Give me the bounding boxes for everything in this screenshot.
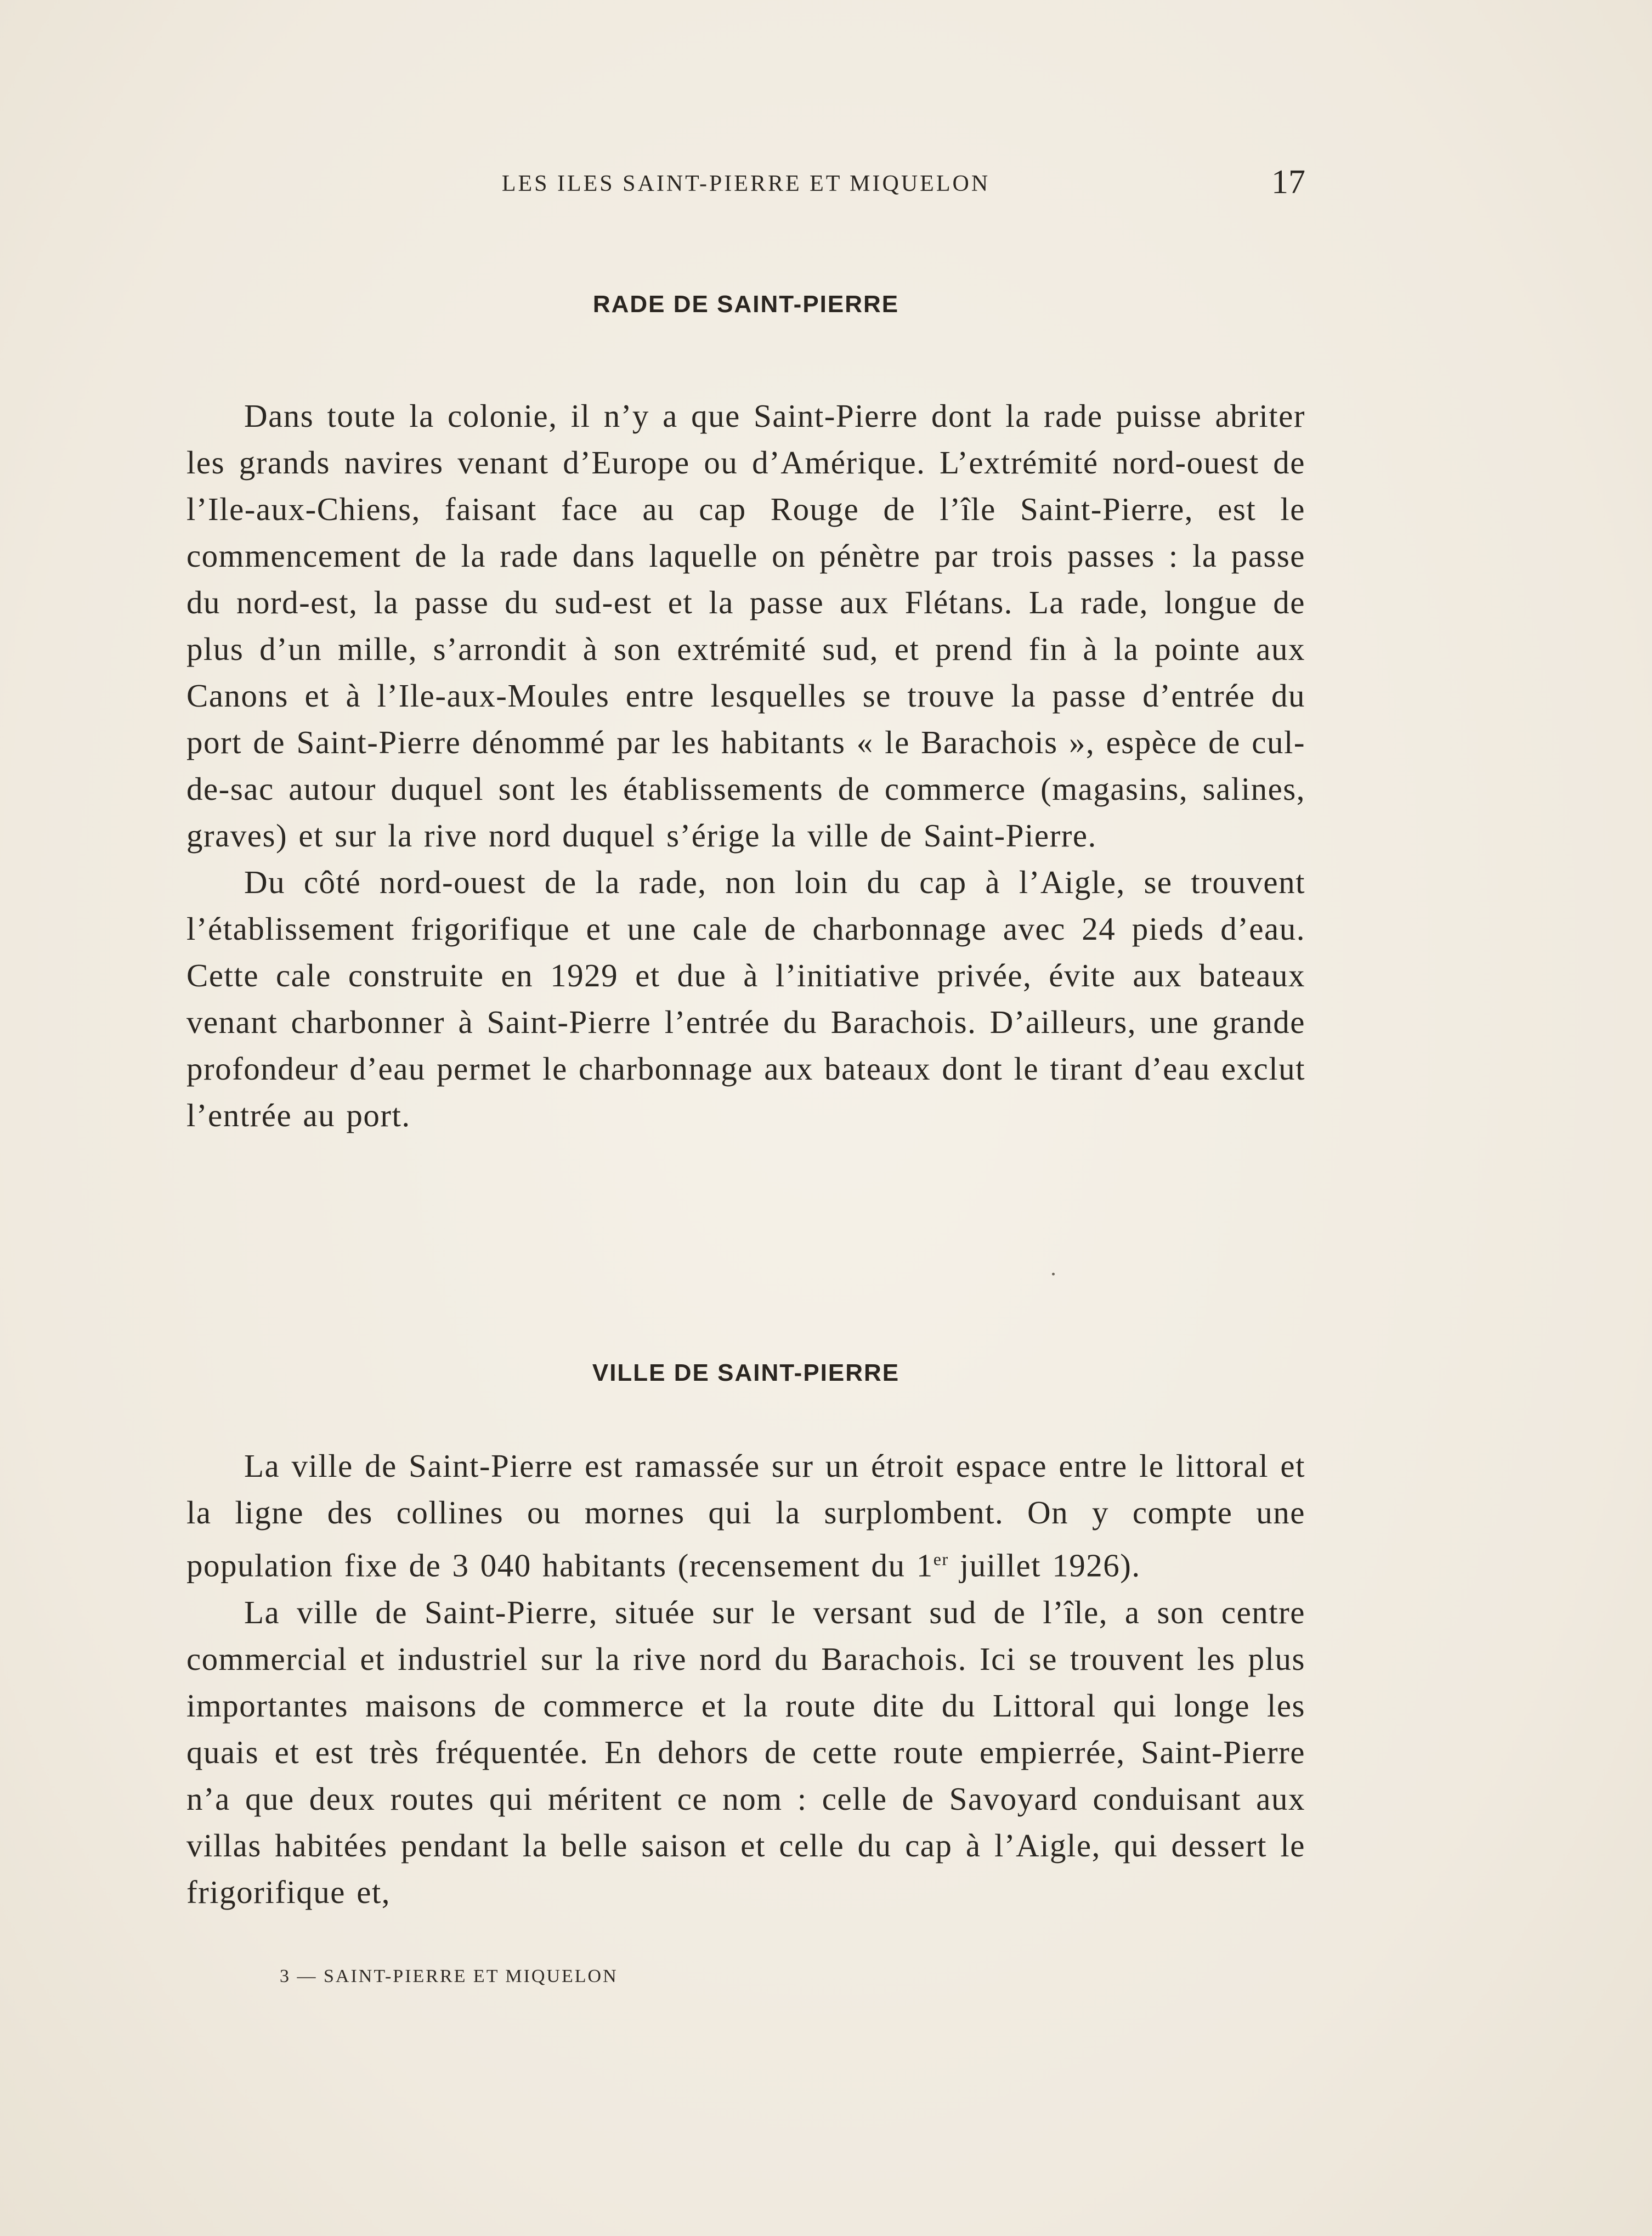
paragraph: Dans toute la colonie, il n’y a que Saint-Pierre dont la rade puisse abriter les grands navires venant d’Europe ou d’Amérique. L’extrémité nord-ouest de l’Ile-aux-Chiens, faisant face au cap Rouge de l’île Saint-Pierre, est le commencement de la rade dans laquelle on pénètre par trois passes : la passe du nord-est, la passe du sud-est et la passe aux Flétans. La rade, longue de plus d’un mille, s’arrondit à son extrémité sud, et prend fin à la pointe aux Canons et à l’Ile-aux-Moules entre lesquelles se trouve la passe d’entrée du port de Saint-Pierre dénommé par les habitants « le Barachois », espèce de cul-de-sac autour duquel sont les établissements de commerce (magasins, salines, graves) et sur la rive nord duquel s’érige la ville de Saint-Pierre. bbox=[186, 398, 1305, 854]
paragraph bbox=[186, 1443, 1305, 1589]
running-head bbox=[186, 163, 1305, 211]
section-body-ville bbox=[186, 1443, 1305, 1916]
print-speck bbox=[1052, 1273, 1055, 1275]
running-title: LES ILES SAINT-PIERRE ET MIQUELON bbox=[501, 171, 991, 196]
paragraph: La ville de Saint-Pierre, située sur le versant sud de l’île, a son centre commercial et industriel sur la rive nord du Barachois. Ici se trouvent les plus importantes maisons de commerce et la route dite du Littoral qui longe les quais et est très fréquentée. En dehors de cette route empierrée, Saint-Pierre n’a que deux routes qui méritent ce nom : celle de Savoyard conduisant aux villas habitées pendant la belle saison et celle du cap à l’Aigle, qui dessert le frigorifique et, bbox=[186, 1594, 1305, 1910]
section-heading-ville: VILLE DE SAINT-PIERRE bbox=[592, 1359, 900, 1386]
paragraph: Du côté nord-ouest de la rade, non loin du cap à l’Aigle, se trouvent l’établissement frigorifique et une cale de charbonnage avec 24 pieds d’eau. Cette cale construite en 1929 et due à l’initiative privée, évite aux bateaux venant charbonner à Saint-Pierre l’entrée du Barachois. D’ailleurs, une grande profondeur d’eau permet le charbonnage aux bateaux dont le tirant d’eau exclut l’entrée au port. bbox=[186, 864, 1305, 1133]
page-number: 17 bbox=[1271, 163, 1305, 201]
section-heading-rade: RADE DE SAINT-PIERRE bbox=[592, 291, 899, 318]
ordinal-superscript: er bbox=[933, 1549, 949, 1569]
signature-mark: 3 — SAINT-PIERRE ET MIQUELON bbox=[280, 1966, 618, 1986]
paragraph-text: La ville de Saint-Pierre est ramassée sur un étroit espace entre le littoral et la ligne des collines ou mornes qui la surplombent. On y compte une population fixe de 3 040 habitants (recensement du 1 bbox=[186, 1448, 1305, 1584]
section-body-rade bbox=[186, 393, 1305, 1139]
paragraph-text: juillet 1926). bbox=[948, 1547, 1141, 1584]
